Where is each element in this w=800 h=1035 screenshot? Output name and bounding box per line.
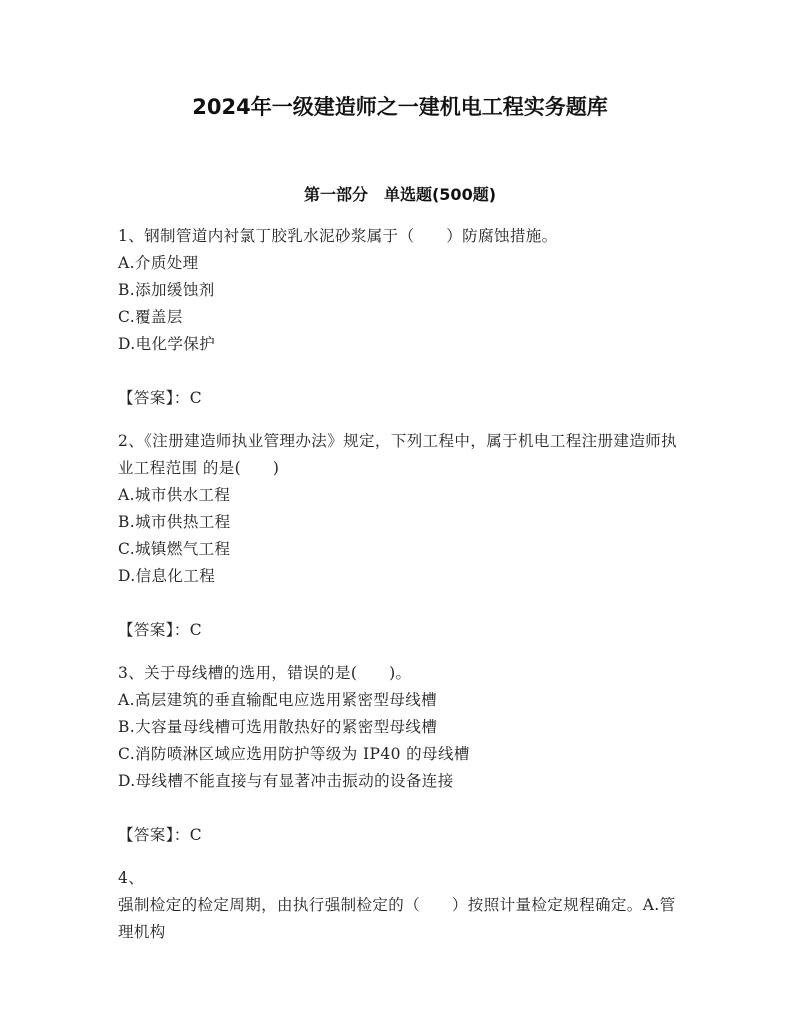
question-list	[118, 223, 690, 946]
option-c: C.覆盖层	[118, 308, 183, 326]
option-b: B.城市供热工程	[118, 513, 231, 531]
question-4	[118, 865, 690, 946]
option-d: D.母线槽不能直接与有显著冲击振动的设备连接	[118, 772, 454, 790]
section-title: 第一部分 单选题(500题)	[303, 185, 497, 204]
question-1	[118, 223, 690, 412]
option-c: C.消防喷淋区域应选用防护等级为 IP40 的母线槽	[118, 745, 470, 763]
option-a: A.介质处理	[118, 254, 199, 272]
question-3	[118, 660, 690, 849]
question-text: 强制检定的检定周期，由执行强制检定的（ ）按照计量检定规程确定。A.管理机构	[118, 896, 676, 941]
question-text: 1、钢制管道内衬氯丁胶乳水泥砂浆属于（ ）防腐蚀措施。	[118, 227, 558, 245]
option-a: A.城市供水工程	[118, 486, 231, 504]
document-title: 2024年一级建造师之一建机电工程实务题库	[192, 95, 608, 119]
answer: 【答案】：C	[118, 826, 203, 844]
question-text: 2、《注册建造师执业管理办法》规定，下列工程中，属于机电工程注册建造师执业工程范围 的是( )	[118, 432, 678, 477]
option-a: A.高层建筑的垂直输配电应选用紧密型母线槽	[118, 691, 438, 709]
question-2	[118, 428, 690, 644]
answer: 【答案】：C	[118, 621, 203, 639]
option-b: B.大容量母线槽可选用散热好的紧密型母线槽	[118, 718, 438, 736]
answer: 【答案】：C	[118, 389, 203, 407]
option-c: C.城镇燃气工程	[118, 540, 231, 558]
question-text: 3、关于母线槽的选用，错误的是( )。	[118, 664, 412, 682]
question-number: 4、	[118, 869, 145, 887]
option-d: D.信息化工程	[118, 567, 216, 585]
option-d: D.电化学保护	[118, 335, 216, 353]
option-b: B.添加缓蚀剂	[118, 281, 215, 299]
